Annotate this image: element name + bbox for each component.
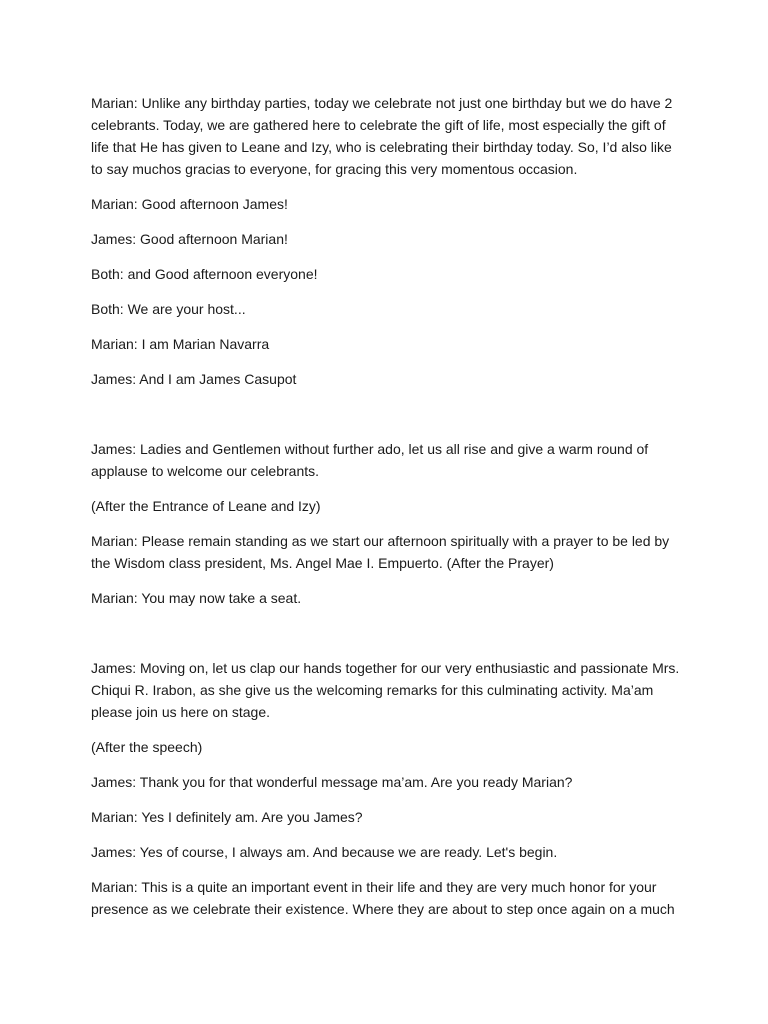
paragraph-ready-marian: Marian: Yes I definitely am. Are you James? xyxy=(91,809,363,825)
paragraph-hosts: Both: We are your host... xyxy=(91,301,246,317)
paragraph-welcoming-remarks: James: Moving on, let us clap our hands together for our very enthusiastic and passionate Mrs. Chiqui R. Irabon, as she give us the welcoming remarks for this culminating activity. Ma’am please join us here on stage. xyxy=(91,660,680,720)
paragraph-take-seat: Marian: You may now take a seat. xyxy=(91,590,302,606)
document-body xyxy=(91,92,681,933)
paragraph-stage-direction-speech: (After the speech) xyxy=(91,739,203,755)
paragraph-welcome-celebrants: James: Ladies and Gentlemen without further ado, let us all rise and give a warm round of applause to welcome our celebrants. xyxy=(91,441,649,479)
paragraph-opening: Marian: Unlike any birthday parties, today we celebrate not just one birthday but we do have 2 celebrants. Today, we are gathered here to celebrate the gift of life, most especially the gift of life that He has given to Leane and Izy, who is celebrating their birthday today. So, I’d also like to say muchos gracias to everyone, for gracing this very momentous occasion. xyxy=(91,95,673,177)
section-gap xyxy=(91,403,681,438)
paragraph-greeting-marian: Marian: Good afternoon James! xyxy=(91,196,288,212)
paragraph-begin: James: Yes of course, I always am. And because we are ready. Let's begin. xyxy=(91,844,558,860)
paragraph-thank-you: James: Thank you for that wonderful message ma’am. Are you ready Marian? xyxy=(91,774,573,790)
paragraph-important-event: Marian: This is a quite an important event in their life and they are very much honor for your presence as we celebrate their existence. Where they are about to step once again on a much xyxy=(91,879,675,917)
paragraph-intro-james: James: And I am James Casupot xyxy=(91,371,297,387)
paragraph-stage-direction-entrance: (After the Entrance of Leane and Izy) xyxy=(91,498,321,514)
section-gap xyxy=(91,622,681,657)
paragraph-greeting-james: James: Good afternoon Marian! xyxy=(91,231,288,247)
paragraph-greeting-both: Both: and Good afternoon everyone! xyxy=(91,266,318,282)
paragraph-intro-marian: Marian: I am Marian Navarra xyxy=(91,336,270,352)
paragraph-prayer: Marian: Please remain standing as we start our afternoon spiritually with a prayer to be led by the Wisdom class president, Ms. Angel Mae I. Empuerto. (After the Prayer) xyxy=(91,533,670,571)
